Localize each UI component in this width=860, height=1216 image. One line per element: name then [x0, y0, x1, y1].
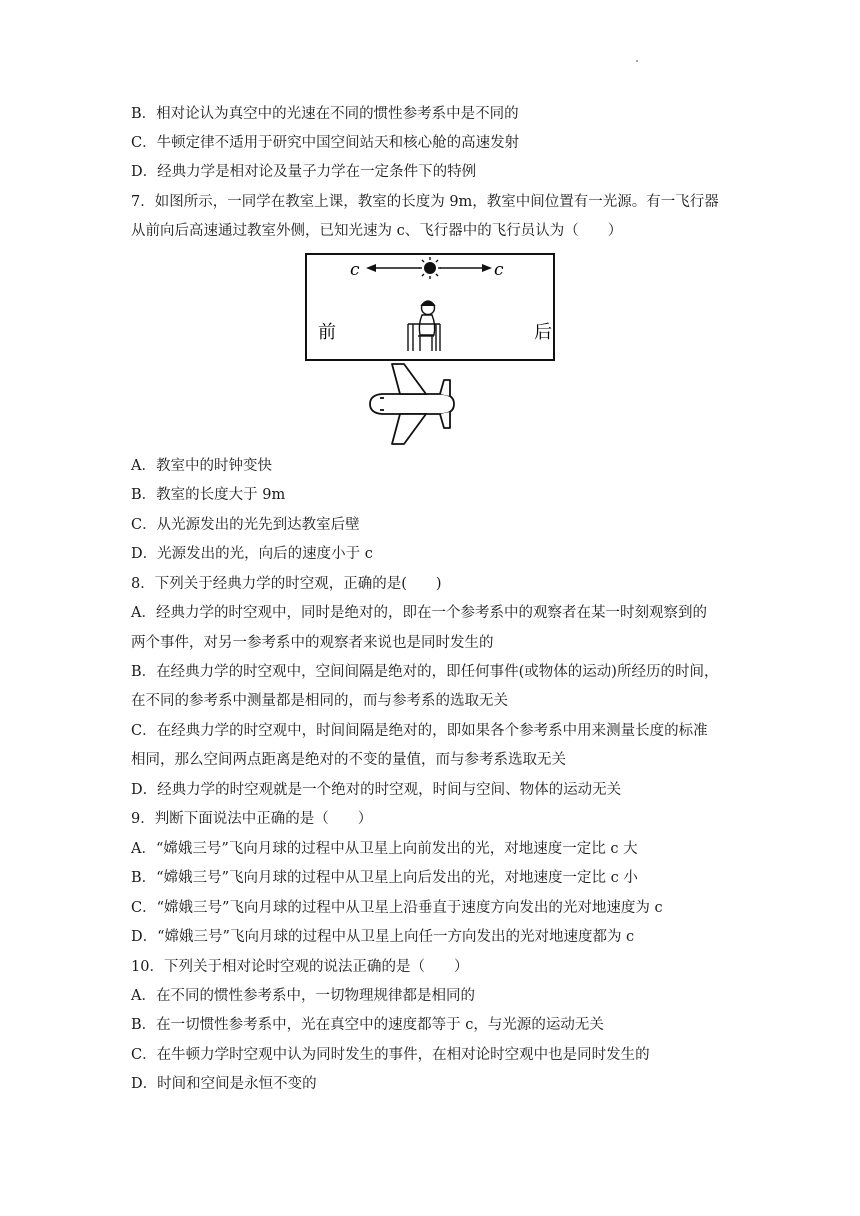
text-line: D．光源发出的光，向后的速度小于 c — [131, 546, 373, 562]
light-source-icon — [419, 257, 441, 279]
text-line: D．“嫦娥三号”飞向月球的过程中从卫星上向任一方向发出的光对地速度都为 c — [131, 929, 635, 945]
classroom-figure — [300, 252, 562, 452]
text-line: C．牛顿定律不适用于研究中国空间站天和核心舱的高速发射 — [131, 135, 520, 151]
text-line: 9．判断下面说法中正确的是（ ） — [131, 811, 373, 827]
header-mark — [636, 60, 638, 62]
text-line: B．“嫦娥三号”飞向月球的过程中从卫星上向后发出的光，对地速度一定比 c 小 — [131, 870, 638, 886]
text-line: A．教室中的时钟变快 — [131, 458, 272, 474]
text-line: 8．下列关于经典力学的时空观，正确的是( ) — [131, 576, 442, 592]
front-label: 前 — [318, 322, 336, 343]
text-line: 7．如图所示，一同学在教室上课，教室的长度为 9m，教室中间位置有一光源。有一飞行器 — [131, 194, 719, 210]
text-line: 在不同的参考系中测量都是相同的，而与参考系的选取无关 — [131, 693, 508, 709]
text-line: 两个事件，对另一参考系中的观察者来说也是同时发生的 — [131, 635, 494, 651]
text-line: D．经典力学的时空观就是一个绝对的时空观，时间与空间、物体的运动无关 — [131, 782, 622, 798]
text-line: B．在一切惯性参考系中，光在真空中的速度都等于 c，与光源的运动无关 — [131, 1017, 604, 1033]
text-line: B．相对论认为真空中的光速在不同的惯性参考系中是不同的 — [131, 106, 519, 122]
text-line: 10．下列关于相对论时空观的说法正确的是（ ） — [131, 959, 469, 975]
student-icon — [408, 301, 440, 351]
airplane-icon — [370, 364, 454, 444]
light-speed-label-right: c — [494, 260, 504, 280]
arrow-right-head — [482, 264, 492, 272]
text-line: C．从光源发出的光先到达教室后壁 — [131, 517, 360, 533]
text-line: A．“嫦娥三号”飞向月球的过程中从卫星上向前发出的光，对地速度一定比 c 大 — [131, 841, 638, 857]
text-line: A．在不同的惯性参考系中，一切物理规律都是相同的 — [131, 988, 475, 1004]
text-line: D．时间和空间是永恒不变的 — [131, 1076, 317, 1092]
light-speed-label-left: c — [350, 260, 360, 280]
text-line: 从前向后高速通过教室外侧，已知光速为 c、飞行器中的飞行员认为（ ） — [131, 223, 623, 239]
text-line: C．在牛顿力学时空观中认为同时发生的事件，在相对论时空观中也是同时发生的 — [131, 1047, 650, 1063]
text-line: B．在经典力学的时空观中，空间间隔是绝对的，即任何事件(或物体的运动)所经历的时间， — [131, 664, 719, 680]
text-line: D．经典力学是相对论及量子力学在一定条件下的特例 — [131, 164, 477, 180]
text-line: A．经典力学的时空观中，同时是绝对的，即在一个参考系中的观察者在某一时刻观察到的 — [131, 605, 707, 621]
arrow-left-head — [366, 264, 376, 272]
classroom-diagram — [300, 252, 562, 452]
text-line: 相同，那么空间两点距离是绝对的不变的量值，而与参考系选取无关 — [131, 752, 566, 768]
text-line: B．教室的长度大于 9m — [131, 487, 286, 503]
back-label: 后 — [534, 322, 552, 343]
text-line: C．在经典力学的时空观中，时间间隔是绝对的，即如果各个参考系中用来测量长度的标准 — [131, 723, 708, 739]
text-line: C．“嫦娥三号”飞向月球的过程中从卫星上沿垂直于速度方向发出的光对地速度为 c — [131, 900, 663, 916]
